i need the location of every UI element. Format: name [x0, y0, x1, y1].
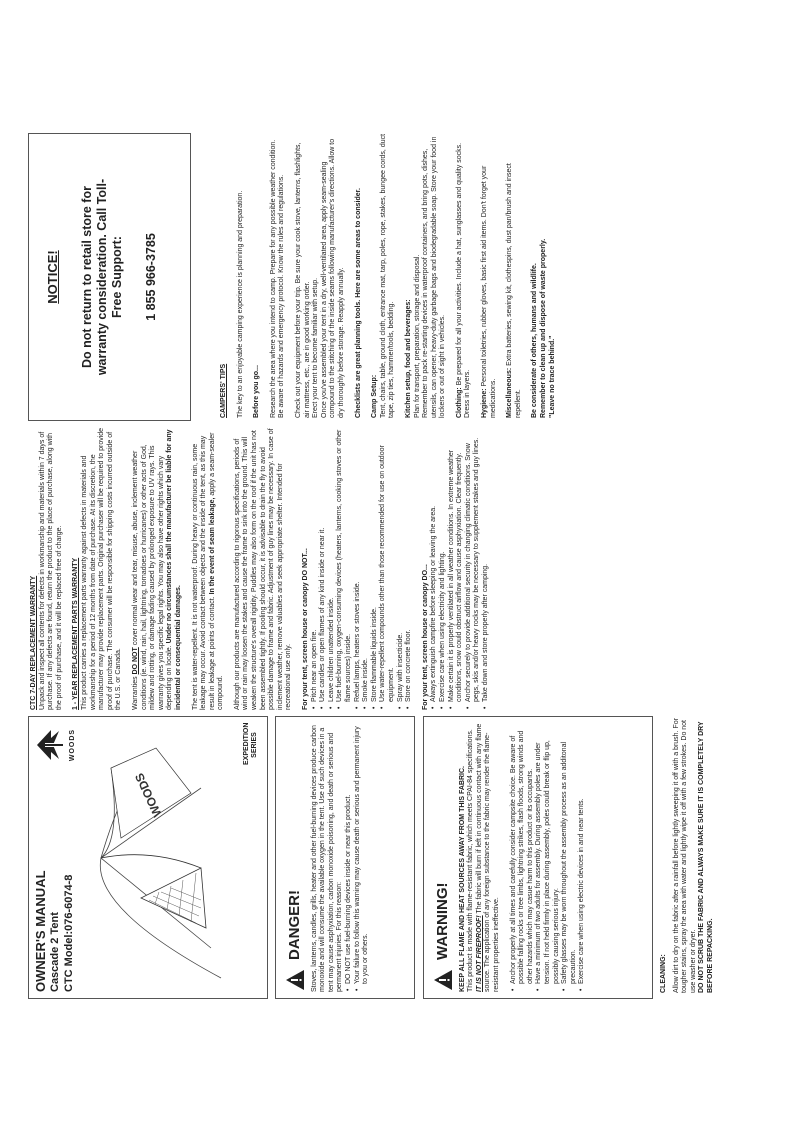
product-name: Cascade 2 Tent	[49, 912, 61, 992]
kitchen-setup: Kitchen setup, food and beverages: Plan for transport, preparation, storage and disposal. Remember to pack re-starting devices in waterproof containers, and bring pots, dishes, utensils, can opener, heavy-duty garbage bags and biodegradable soap. Store your food in lockers or out of sight in vehicles.	[404, 136, 447, 418]
equipment-check: Check out your equipment before your trip. Be sure your cook stove, lanterns, flashlights, air mattress, etc., are in good working order. Erect your tent to become familiar with setup. Once you've assembled your tent in a dry, well-ventilated area, apply seam-sealing compound to the stitching of the inside seams following manufacturer's directions. Allow to dry thoroughly before storage. Reapply annually.	[294, 138, 345, 418]
donot-list	[311, 425, 414, 710]
notice-title: NOTICE!	[45, 250, 60, 304]
before-you-go: Before you go...	[253, 365, 261, 418]
closing: Be considerate of others, humans and wildlife. Remember to clean up and dispose of waste properly. "Leave no trace behind."	[531, 238, 556, 418]
list-item: • Take down and store properly after camping.	[482, 425, 491, 702]
model-number: CTC Model:076-6074-8	[63, 874, 75, 992]
expedition-series-logo: EXPEDITION SERIES	[243, 722, 258, 765]
list-item: • Always extinguish campfire before sleeping or leaving the area.	[430, 425, 439, 702]
warning-bullet: • Safety glasses may be worn throughout the assembly process as an additonal precaution.	[561, 723, 578, 984]
manual-title: OWNER'S MANUAL	[33, 870, 48, 992]
danger-body: Stoves, lanterns, candles, grills, heater and other fuel-burning devices produce carbon monoxide and will consume the available oxygen in the tent. Use of such devices in a tent may cause asphyxiation, carbon monoxide poisoning, and death or serious and permanent injuries. For this reason:	[310, 725, 344, 992]
list-item: • Refuel lamps, heaters or stoves inside.	[354, 425, 363, 702]
warranty-7day-text: Unpack and inspect all contents for defects in workmanship and materials within 7 days of purchase. If any defects are found, return the product to the place of purchase, along with the proof of purchase, and it will be replaced free of charge.	[38, 431, 63, 710]
cleaning-section	[660, 718, 716, 993]
weather-note: Although our products are manufactured according to rigorous specifications, periods of wind or rain may loosen the stakes and cause the frame to sink into the ground. This will weaken the structure's overall rigidity. Puddles may also form on the roof if the unit has not been assembled tightly. If pooling should occur, it is advisable to drain the fly to avoid possible damage to frame and fabric. Adjustment of guy lines may be necessary. In case of inclement weather, remove valuables and seek appropriate shelter. Intended for recreational use only.	[233, 428, 293, 710]
danger-title: DANGER!	[286, 890, 303, 960]
list-item: • Use candles or open flames of any kind inside or near it.	[319, 425, 328, 702]
warning-lead: KEEP ALL FLAME AND HEAT SOURCES AWAY FROM THIS FABRIC.	[458, 766, 466, 992]
warranty-1year-heading: 1 - YEAR REPLACEMENT PARTS WARRANTY	[72, 557, 80, 710]
tips-intro: The key to an enjoyable camping experience is planning and preparation.	[236, 190, 244, 418]
danger-panel	[275, 716, 415, 999]
list-item: • Store on concrete floor.	[405, 425, 414, 702]
checklists-heading: Checklists are great planning tools. Here are some areas to consider.	[354, 188, 362, 418]
water-repellent-note: The tent is water-repellent. It is not waterproof. During heavy or continuous rain, some leakage may occur. Avoid contact between objects and the inside of the tent, as this may result in leakage at points of contact. In the event of seam leakage, apply a seam-sealer compound.	[191, 432, 225, 710]
tips-title: CAMPERS' TIPS	[220, 363, 227, 418]
warning-triangle-icon	[286, 970, 305, 990]
warning-title: WARNING!	[434, 882, 451, 960]
list-item: • Use fuel-burning, oxygen-consuming devices (heaters, lanterns, cooking stoves or other flame sources) inside.	[336, 425, 353, 702]
warranty-exclusions: Warranties DO NOT cover normal wear and tear, misuse, abuse, inclement weather conditions (ie. wind, rain, hail, lightning, tornadoes or hurricanes) or other acts of God, mildew and rotting, or damage fading caused by prolonged exposure to UV rays. This warranty gives you specific legal rights. You may also have other rights which vary depending on locale. Under no circumstances shall the manufacturer be liable for any incidental or consequential damages.	[131, 429, 182, 710]
warning-panel	[423, 716, 653, 999]
warning-bullet: • Have a minimum of two adults for assembly. During assembly poles are under tension. If not held firmly in place during assembly, poles could break or flip up, possibly causing serious injury.	[535, 723, 561, 984]
donot-heading: For your tent, screen house or canopy DO NOT...	[302, 548, 310, 710]
campers-tips	[220, 133, 565, 418]
research-text: Research the area where you intend to camp. Prepare for any possible weather condition. Be aware of hazards and emergency protocol. Know the rules and regulations.	[269, 139, 286, 418]
tree-logo-icon	[35, 728, 65, 762]
list-item: • Anchor securely to provide additional security in changing climatic conditions. Snow pegs, skis and/or heavy rocks may be necessary to supplement stakes and guy lines.	[465, 425, 482, 702]
cleaning-body: Allow dirt to dry on the fabric after a rainfall before lightly sweeping it off with a brush. For tougher stains, spray the area with water and lightly wipe it off with a few strokes. Do not use washer or dryer.	[672, 718, 697, 993]
not-fireproof-text: IT IS NOT FIREPROOF!	[475, 915, 483, 992]
list-item: • Leave children unattended inside.	[328, 425, 337, 702]
list-item: • Smoke inside.	[362, 425, 371, 702]
woods-logo: WOODS	[35, 725, 77, 765]
warning-triangle-icon	[434, 970, 453, 990]
do-list	[430, 425, 490, 710]
warranty-1year-text: This product carries a replacement parts warranty against defects in materials and workmanship for a period of 12 months from date of purchase. At its discretion, the manufacturer may provide replacement parts. Original purchaser will be required to provide proof of purchase. The consumer will be responsible for shipping costs incurred outside of the U.S. or Canada.	[80, 427, 123, 710]
list-item: • Use water-repellent compounds other than those recommended for use on outdoor equipment.	[379, 425, 396, 702]
list-item: • Pitch near an open fire.	[311, 425, 320, 702]
tent-illustration	[81, 738, 231, 988]
do-heading: For your tent, screen house or canopy DO...	[421, 564, 429, 710]
list-item: • Make certain it is properly ventilated in all weather conditions. In extreme weather conditions, snow could obstruct airflow and cause asphyxiation. Clear frequently.	[448, 425, 465, 702]
danger-bullet: • DO NOT use fuel-burning devices inside or near this product.	[345, 723, 354, 984]
warranty-7day-heading: CTC 7-DAY REPLACEMENT WARRANTY	[30, 575, 37, 710]
support-phone: 1 855 966-3785	[143, 233, 158, 321]
notice-box	[28, 133, 191, 421]
cover-panel	[28, 716, 268, 999]
camp-setup: Camp Setup: Tent, chairs, table, ground cloth, entrance mat, tarp, poles, rope, stakes, bungee cords, duct tape, zip ties, hammer/tools, bedding.	[371, 133, 396, 418]
hygiene: Hygiene: Personal toiletries, rubber gloves, basic first aid items. Don't forget your medications.	[481, 165, 497, 418]
warning-body: This product is made with flame-resistant fabric, which meets CPAI-84 specifications.	[467, 729, 475, 992]
cleaning-bold: DO NOT SCRUB THE FABRIC AND ALWAYS MAKE SURE IT IS COMPLETELY DRY BEFORE REPACKING.	[698, 721, 714, 993]
cleaning-title: CLEANING:	[660, 954, 667, 993]
list-item: • Store flammable liquids inside.	[371, 425, 380, 702]
miscellaneous: Miscellaneous: Extra batteries, sewing kit, clothespins, dust pan/brush and insect repellent.	[506, 163, 522, 418]
warranty-column	[30, 425, 499, 710]
tent-print-text: WOODS	[132, 770, 165, 820]
notice-body: Do not return to retail store for warranty consideration. Call Toll-Free Support:	[79, 178, 124, 376]
clothing: Clothing: Be prepared for all your activities. Include a hat, sunglasses and quality socks. Dress in layers.	[455, 142, 472, 418]
list-item: • Exercise care when using electricity and lighting.	[439, 425, 448, 702]
warning-bullet: • Anchor properly at all times and carefully consider campsite choice. Be aware of possible falling rocks or tree limbs, lightning strikes, flash floods, strong winds and other hazards which may casue harm to this product or its occupants.	[510, 723, 536, 984]
warning-body-cont: The fabric will burn if left in continuous contact with any flame source. The application of any foreign substance to the fabric may render the flame-resistant properties ineffective.	[475, 723, 500, 992]
list-item: • Spray with insecticide.	[397, 425, 406, 702]
warning-bullet: • Exercise care when using electric devices in and near tents.	[578, 723, 587, 984]
danger-bullet: • Your failure to follow this warning may cause death or serious and permanent injury to you or others.	[354, 723, 371, 984]
